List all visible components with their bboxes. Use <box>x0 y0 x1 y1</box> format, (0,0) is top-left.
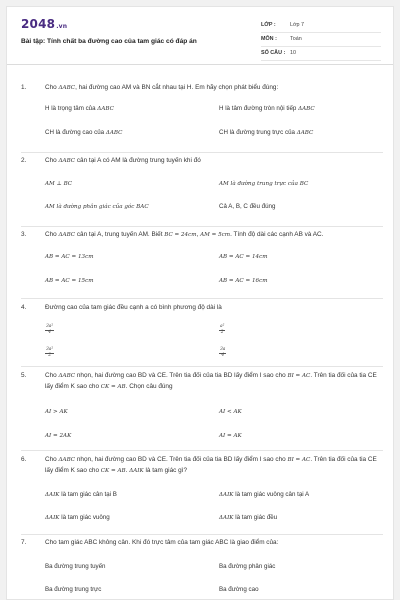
answer-option[interactable]: Ba đường trung trực <box>45 586 102 593</box>
question-text: Cho ΔABC nhọn, hai đường cao BD và CE. Trên tia đối của tia BD lấy điểm I sao cho BI = AC. Trên tia đối của tia CE lấy điểm K sao cho CK = AB. Chọn câu đúng <box>45 372 377 390</box>
meta-row-count <box>261 47 381 61</box>
question-divider <box>21 298 383 299</box>
question-text: Cho ΔABC, hai đường cao AM và BN cắt nhau tại H. Em hãy chọn phát biểu đúng: <box>45 84 279 91</box>
answer-option[interactable]: ΔAIK là tam giác vuông cân tại A <box>219 491 310 498</box>
question-number: 6. <box>21 456 27 463</box>
answer-option[interactable] <box>219 325 225 335</box>
meta-row-grade <box>261 19 381 33</box>
answer-option[interactable]: AB = AC = 13cm <box>45 254 94 260</box>
answer-option[interactable]: ΔAIK là tam giác vuông <box>45 514 110 521</box>
question-text: Đường cao của tam giác đều cạnh a có bình phương độ dài là <box>45 304 222 311</box>
answer-option[interactable]: AB = AC = 16cm <box>219 278 268 284</box>
meta-key: SỐ CÂU : <box>261 50 286 56</box>
question-text: Cho ΔABC nhọn, hai đường cao BD và CE. Trên tia đối của tia BD lấy điểm I sao cho BI = AC. Trên tia đối của tia CE lấy điểm K sao cho CK = AB. ΔAIK là tam giác gì? <box>45 456 377 474</box>
question-number: 2. <box>21 157 27 164</box>
answer-option[interactable]: AI < AK <box>219 409 242 415</box>
question-number: 4. <box>21 304 27 311</box>
answer-option[interactable]: AM là đường phân giác của góc BAC <box>45 204 149 210</box>
answer-option[interactable] <box>45 325 54 335</box>
question-number: 5. <box>21 372 27 379</box>
question-number: 1. <box>21 84 27 91</box>
answer-option[interactable]: AI = 2AK <box>45 433 72 439</box>
answer-option[interactable]: AI > AK <box>45 409 68 415</box>
meta-value: Lớp 7 <box>290 22 305 28</box>
answer-option[interactable]: ΔAIK là tam giác đều <box>219 514 278 521</box>
answer-option[interactable]: H là tâm đường tròn nội tiếp ΔABC <box>219 105 315 112</box>
fraction: $\frac{3a}{4}$ <box>220 347 226 358</box>
question-divider <box>21 152 383 153</box>
question-divider <box>21 366 383 367</box>
meta-table <box>261 19 381 61</box>
answer-option[interactable]: Cả A, B, C đều đúng <box>219 203 276 210</box>
answer-option[interactable]: Ba đường phân giác <box>219 563 276 570</box>
question-text: Cho ΔABC cân tại A có AM là đường trung tuyến khi đó <box>45 157 201 164</box>
answer-option[interactable] <box>219 348 226 358</box>
answer-option[interactable]: AB = AC = 14cm <box>219 254 268 260</box>
answer-option[interactable]: Ba đường trung tuyến <box>45 563 106 570</box>
logo-text: 2048 <box>21 17 56 31</box>
fraction: $\frac{\text{3a²}}{2}$ <box>46 347 54 358</box>
answer-option[interactable]: CH là đường cao của ΔABC <box>45 129 123 136</box>
question-divider <box>21 226 383 227</box>
answer-option[interactable]: AI = AK <box>219 433 242 439</box>
answer-option[interactable]: AM là đường trung trực của BC <box>219 181 309 187</box>
page-title: Bài tập: Tính chất ba đường cao của tam giác có đáp án <box>21 38 197 45</box>
question-number: 3. <box>21 231 27 238</box>
answer-option[interactable]: H là trọng tâm của ΔABC <box>45 105 114 112</box>
worksheet-header <box>7 7 393 65</box>
question-text: Cho ΔABC cân tại A, trung tuyến AM. Biết BC = 24cm, AM = 5cm. Tính độ dài các cạnh AB và AC. <box>45 231 324 238</box>
answer-option[interactable] <box>45 348 54 358</box>
answer-option[interactable]: ΔAIK là tam giác cân tại B <box>45 491 117 498</box>
logo-tld: .vn <box>56 23 68 30</box>
worksheet <box>6 6 394 600</box>
answer-option[interactable]: AB = AC = 15cm <box>45 278 94 284</box>
meta-key: MÔN : <box>261 36 277 42</box>
question-divider <box>21 534 383 535</box>
meta-value: 10 <box>290 50 296 56</box>
meta-key: LỚP : <box>261 22 276 28</box>
meta-row-subject <box>261 33 381 47</box>
meta-value: Toán <box>290 36 302 42</box>
answer-option[interactable]: CH là đường trung trực của ΔABC <box>219 129 314 136</box>
site-logo[interactable] <box>21 17 67 31</box>
answer-option[interactable]: AM ⊥ BC <box>45 181 73 187</box>
fraction: $\frac{\text{3a²}}{4}$ <box>46 324 54 335</box>
fraction: $\frac{\text{a²}}{2}$ <box>220 324 225 335</box>
question-divider <box>21 450 383 451</box>
answer-option[interactable]: Ba đường cao <box>219 586 259 593</box>
question-number: 7. <box>21 539 27 546</box>
question-text: Cho tam giác ABC không cân. Khi đó trực tâm của tam giác ABC là giao điểm của: <box>45 539 279 546</box>
